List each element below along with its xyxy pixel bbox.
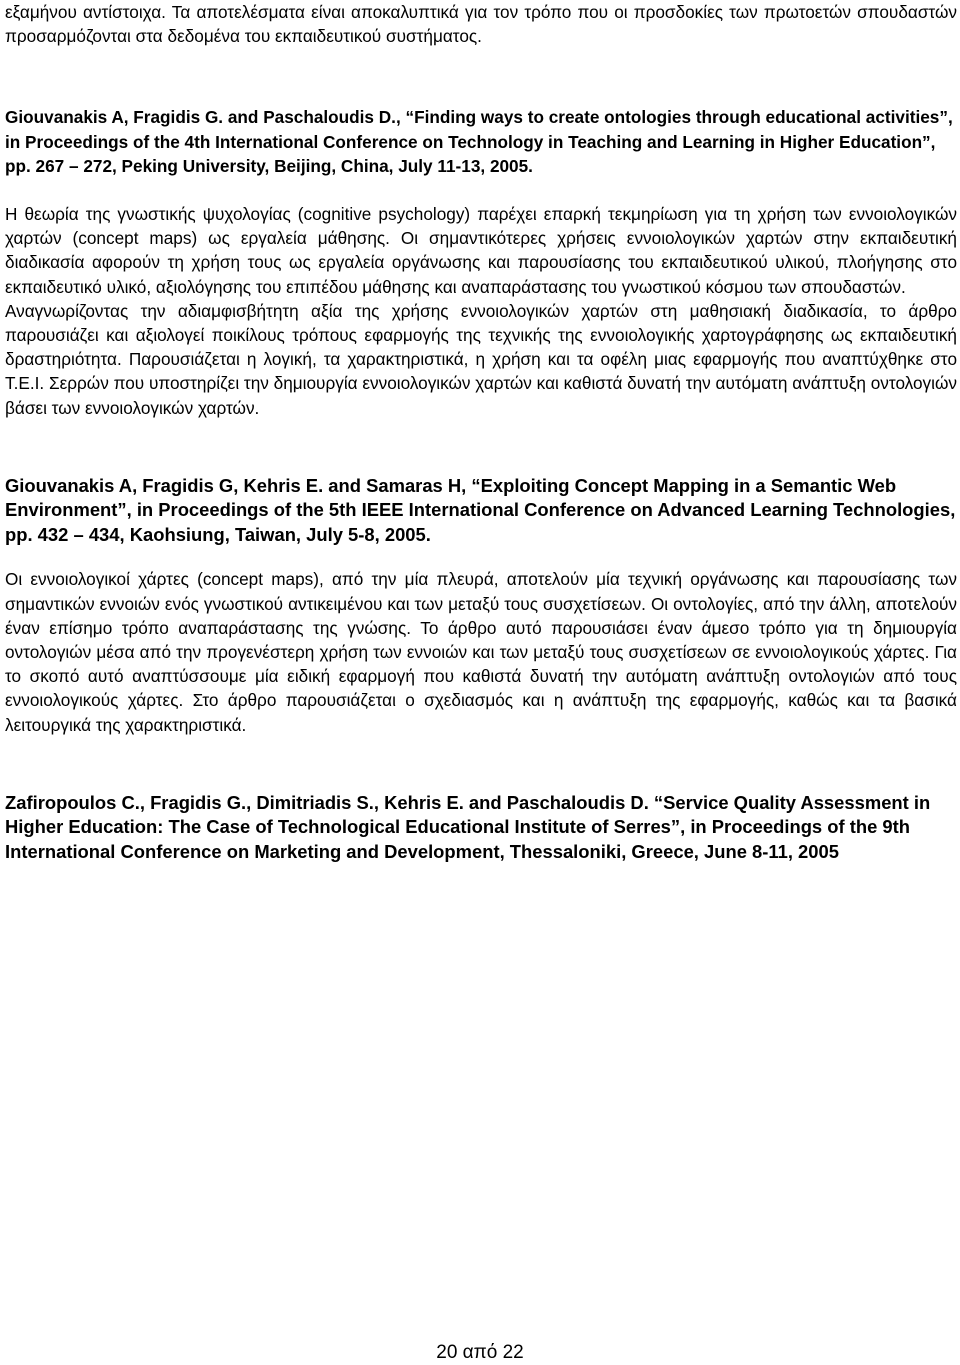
page-content — [5, 0, 957, 864]
reference-entry-1: Giouvanakis A, Fragidis G. and Paschaloudis D., “Finding ways to create ontologies through educational activities”, in Proceedings of the 4th International Conference on Technology in Teaching and Learning in Higher Education”, pp. 267 – 272, Peking University, Beijing, China, July 11-13, 2005. — [5, 107, 953, 176]
reference-entry-2: Giouvanakis A, Fragidis G, Kehris E. and Samaras H, “Exploiting Concept Mapping in a Semantic Web Environment”, in Proceedings of the 5th IEEE International Conference on Advanced Learning Technologies, pp. 432 – 434, Kaohsiung, Taiwan, July 5-8, 2005. — [5, 474, 956, 545]
page-number: 20 από 22 — [436, 1342, 524, 1363]
abstract-entry-1-paragraph-1: Η θεωρία της γνωστικής ψυχολογίας (cognitive psychology) παρέχει επαρκή τεκμηρίωση για τη χρήση των εννοιολογικών χαρτών (concept maps) ως εργαλεία μάθησης. Οι σημαντικότερες χρήσεις εννοιολογικών χαρτών στην εκπαιδευτική διαδικασία αφορούν τη χρήση τους ως εργαλεία οργάνωσης και παρουσίασης του εκπαιδευτικού υλικού, πλοήγησης στο εκπαιδευτικό υλικό, αξιολόγησης του επιπέδου μάθησης και αναπαράστασης του γνωστικού κόσμου των σπουδαστών. — [5, 204, 957, 297]
reference-entry-3: Zafiropoulos C., Fragidis G., Dimitriadis S., Kehris E. and Paschaloudis D. “Service Quality Assessment in Higher Education: The Case of Technological Educational Institute of Serres”, in Proceedings of the 9th International Conference on Marketing and Development, Thessaloniki, Greece, June 8-11, 2005 — [5, 791, 931, 862]
continuation-paragraph: εξαμήνου αντίστοιχα. Τα αποτελέσματα είναι αποκαλυπτικά για τον τρόπο που οι προσδοκίες των πρωτοετών σπουδαστών προσαρμόζονται στα δεδομένα του εκπαιδευτικού συστήματος. — [5, 2, 957, 47]
abstract-entry-2: Οι εννοιολογικοί χάρτες (concept maps), από την μία πλευρά, αποτελούν μία τεχνική οργάνωσης και παρουσίασης των σημαντικών εννοιών ενός γνωστικού αντικειμένου και των μεταξύ τους συσχετίσεων. Οι οντολογίες, από την άλλη, αποτελούν έναν επίσημο τρόπο αναπαράστασης της γνώσης. Το άρθρο αυτό παρουσιάσει έναν άμεσο τρόπο για τη δημιουργία οντολογιών μέσα από την προγενέστερη χρήση των εννοιών και των μεταξύ τους συσχετίσεων σε εννοιολογικούς χάρτες. Για το σκοπό αυτό αναπτύσσουμε μία ειδική εφαρμογή που καθιστά δυνατή την αυτόματη ανάπτυξη οντολογιών από τους εννοιολογικούς χάρτες. Στο άρθρο παρουσιάζεται ο σχεδιασμός και η ανάπτυξη της εφαρμογής, καθώς και τα βασικά λειτουργικά της χαρακτηριστικά. — [5, 569, 957, 735]
abstract-entry-1-paragraph-2: Αναγνωρίζοντας την αδιαμφισβήτητη αξία της χρήσης εννοιολογικών χαρτών στη μαθησιακή διαδικασία, το άρθρο παρουσιάζει και αξιολογεί ποικίλους τρόπους εφαρμογής της τεχνικής της εννοιολογικής χαρτογράφησης ως εκπαιδευτική δραστηριότητα. Παρουσιάζεται η λογική, τα χαρακτηριστικά, η χρήση και τα οφέλη μιας εφαρμογής που αναπτύχθηκε στο Τ.Ε.Ι. Σερρών που υποστηρίζει την δημιουργία εννοιολογικών χαρτών και καθιστά δυνατή την αυτόματη ανάπτυξη οντολογιών βάσει των εννοιολογικών χαρτών. — [5, 300, 957, 418]
